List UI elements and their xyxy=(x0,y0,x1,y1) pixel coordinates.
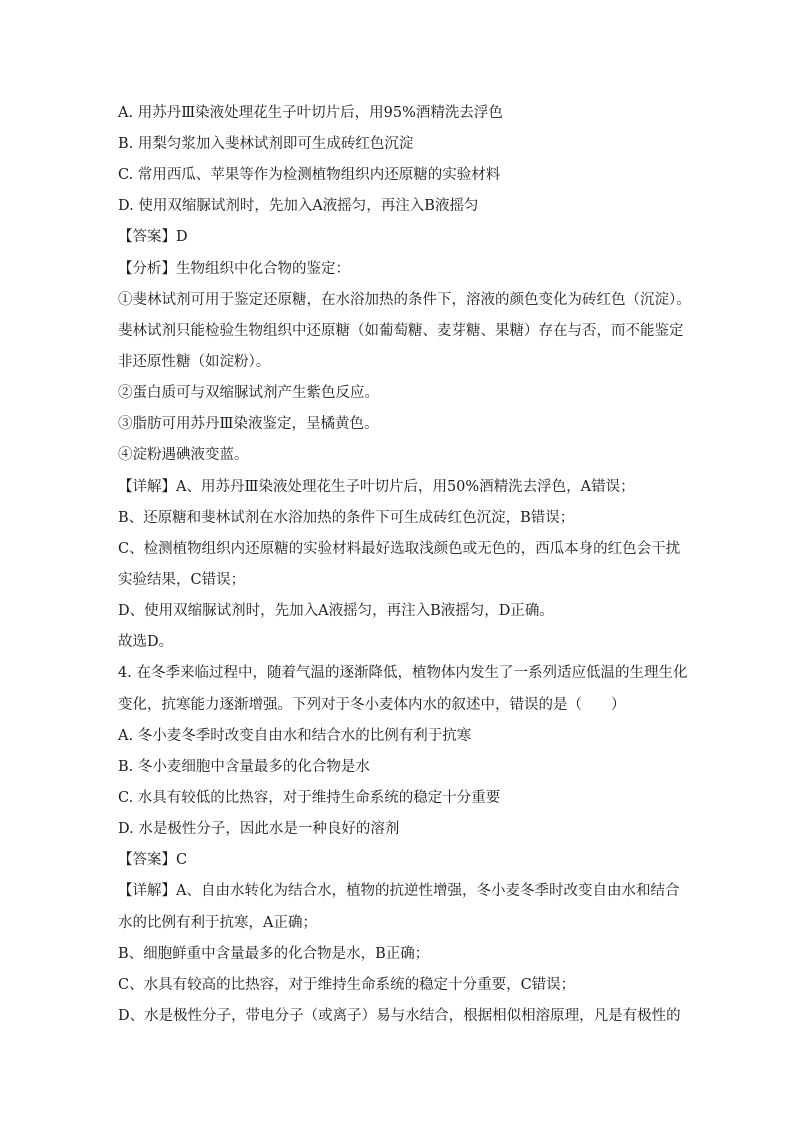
detail-text: 水的比例有利于抗寒，A正确； xyxy=(118,915,317,931)
detail-text: B、还原糖和斐林试剂在水浴加热的条件下可生成砖红色沉淀，B错误； xyxy=(118,510,575,526)
option-d: D. 水是极性分子，因此水是一种良好的溶剂 xyxy=(118,821,400,837)
analysis-heading: 【分析】生物组织中化合物的鉴定： xyxy=(118,261,350,277)
detail-text: D、水是极性分子，带电分子（或离子）易与水结合，根据相似相溶原理，凡是有极性的 xyxy=(118,1008,681,1024)
detail-text: D、使用双缩脲试剂时，先加入A液摇匀，再注入B液摇匀，D正确。 xyxy=(118,603,554,619)
analysis-text: 非还原性糖（如淀粉）。 xyxy=(118,354,271,370)
analysis-text: ①斐林试剂可用于鉴定还原糖，在水浴加热的条件下，溶液的颜色变化为砖红色（沉淀）。 xyxy=(118,292,691,308)
option-c: C. 常用西瓜、苹果等作为检测植物组织内还原糖的实验材料 xyxy=(118,167,501,183)
option-a: A. 冬小麦冬季时改变自由水和结合水的比例有利于抗寒 xyxy=(118,728,472,744)
analysis-text: ③脂肪可用苏丹Ⅲ染液鉴定，呈橘黄色。 xyxy=(118,416,379,432)
answer-label: 【答案】C xyxy=(118,852,188,868)
question-text: 4. 在冬季来临过程中，随着气温的逐渐降低，植物体内发生了一系列适应低温的生理生化 xyxy=(118,665,688,681)
analysis-text: ④淀粉遇碘液变蓝。 xyxy=(118,447,249,463)
conclusion-text: 故选D。 xyxy=(118,634,174,650)
detail-text: 【详解】A、自由水转化为结合水，植物的抗逆性增强，冬小麦冬季时改变自由水和结合 xyxy=(118,883,680,899)
option-a: A. 用苏丹Ⅲ染液处理花生子叶切片后，用95%酒精洗去浮色 xyxy=(118,105,503,121)
analysis-text: ②蛋白质可与双缩脲试剂产生紫色反应。 xyxy=(118,385,379,401)
option-d: D. 使用双缩脲试剂时，先加入A液摇匀，再注入B液摇匀 xyxy=(118,198,479,214)
question-text: 变化，抗寒能力逐渐增强。下列对于冬小麦体内水的叙述中，错误的是（ ） xyxy=(118,697,626,713)
detail-text: 【详解】A、用苏丹Ⅲ染液处理花生子叶切片后，用50%酒精洗去浮色，A错误； xyxy=(118,479,635,495)
detail-text: B、细胞鲜重中含量最多的化合物是水，B正确； xyxy=(118,946,430,962)
analysis-text: 斐林试剂只能检验生物组织中还原糖（如葡萄糖、麦芽糖、果糖）存在与否，而不能鉴定 xyxy=(118,323,684,339)
option-b: B. 用梨匀浆加入斐林试剂即可生成砖红色沉淀 xyxy=(118,136,414,152)
option-c: C. 水具有较低的比热容，对于维持生命系统的稳定十分重要 xyxy=(118,790,501,806)
detail-text: C、检测植物组织内还原糖的实验材料最好选取浅颜色或无色的，西瓜本身的红色会干扰 xyxy=(118,541,681,557)
detail-text: C、水具有较高的比热容，对于维持生命系统的稳定十分重要，C错误； xyxy=(118,977,576,993)
detail-text: 实验结果，C错误； xyxy=(118,572,246,588)
option-b: B. 冬小麦细胞中含量最多的化合物是水 xyxy=(118,759,370,775)
answer-label: 【答案】D xyxy=(118,229,188,245)
